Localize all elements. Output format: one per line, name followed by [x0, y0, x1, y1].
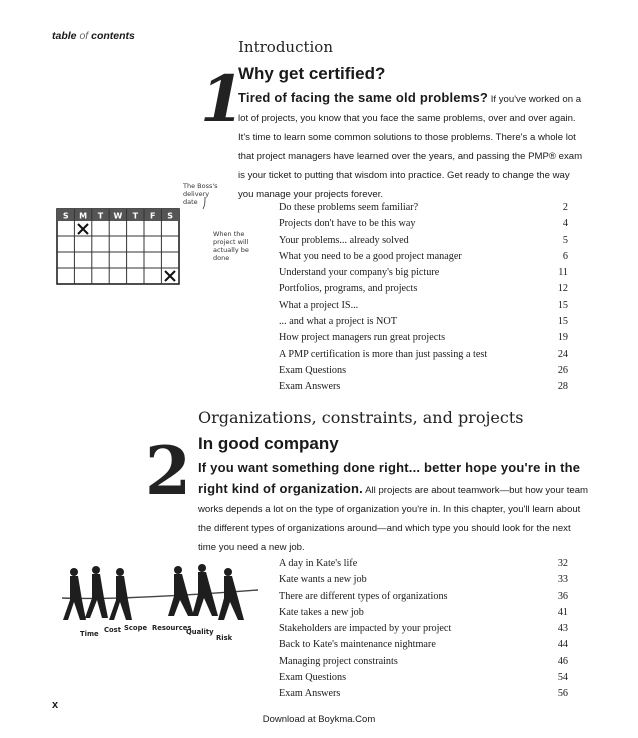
toc-entry-title: Understand your company's big picture [279, 267, 440, 279]
toc-entry-page: 6 [562, 250, 568, 262]
toc-entry-page: 43 [557, 623, 568, 635]
toc-entry[interactable] [279, 605, 568, 621]
toc-entry[interactable] [279, 249, 568, 265]
toc-entry[interactable] [279, 637, 568, 653]
toc-entry-title: A day in Kate's life [279, 558, 358, 569]
chapter-1-intro [238, 88, 586, 204]
header-word-contents: contents [91, 30, 135, 42]
toc-entry-title: There are different types of organizations [279, 590, 448, 602]
footer-download-link[interactable]: Download at Boykma.Com [262, 714, 376, 725]
toc-entry-title: What a project IS... [279, 299, 359, 311]
chapter-2-subtitle: In good company [198, 434, 339, 453]
label-cost: Cost [104, 626, 121, 634]
label-quality: Quality [186, 628, 214, 636]
toc-entry[interactable] [279, 686, 568, 702]
toc-entry-title: Exam Answers [279, 688, 341, 700]
toc-entry[interactable] [279, 200, 568, 216]
toc-entry-title: Back to Kate's maintenance nightmare [279, 639, 436, 651]
toc-entry-title: A PMP certification is more than just passing a test [279, 348, 488, 360]
toc-entry[interactable] [279, 621, 568, 637]
toc-entry-page: 32 [557, 558, 568, 569]
chapter-1-intro-text: If you've worked on a lot of projects, you know that you face the same problems, over and over again. It's time to learn some common solutions to those problems. There's a whole lot that project managers have learned over the years, and passing the PMP® exam is your ticket to putting that wisdom into practice. Get ready to change the way you manage your projects forever. [238, 94, 583, 200]
toc-entry-title: Managing project constraints [279, 655, 398, 667]
tug-of-war-illustration [60, 560, 260, 645]
people-silhouettes [63, 564, 244, 620]
toc-entry-title: Exam Questions [279, 364, 347, 376]
toc-entry[interactable] [279, 379, 568, 395]
chapter-1-number: 1 [200, 62, 245, 137]
chapter-2-title: Organizations, constraints, and projects [198, 408, 524, 427]
toc-entry-title: How project managers run great projects [279, 332, 446, 344]
toc-entry-page: 46 [557, 655, 568, 667]
weekday-label: W [113, 211, 123, 221]
toc-entry-page: 19 [557, 332, 568, 344]
toc-entry-title: Portfolios, programs, and projects [279, 283, 418, 295]
weekday-label: F [149, 211, 156, 221]
toc-entry-title: Kate wants a new job [279, 574, 367, 586]
toc-entry-page: 28 [557, 381, 568, 393]
toc-entry-title: Do these problems seem familiar? [279, 202, 419, 213]
weekday-label: T [132, 211, 139, 221]
chapter-1-title: Introduction [238, 38, 333, 56]
toc-entry[interactable] [279, 233, 568, 249]
toc-entry[interactable] [279, 347, 568, 363]
toc-entry-page: 5 [562, 234, 568, 246]
toc-entry-page: 41 [557, 606, 568, 618]
chapter-2-number: 2 [145, 432, 191, 510]
toc-entry[interactable] [279, 589, 568, 605]
toc-entry-page: 24 [557, 348, 568, 360]
toc-entry[interactable] [279, 670, 568, 686]
toc-entry[interactable] [279, 363, 568, 379]
toc-entry-title: Your problems... already solved [279, 234, 409, 246]
toc-entry-page: 4 [562, 218, 568, 230]
page-number: x [52, 699, 59, 711]
calendar-illustration [55, 183, 280, 298]
project-note: When the project will actually be done [213, 230, 249, 262]
toc-entry-page: 12 [557, 283, 568, 295]
chapter-2-intro-text: All projects are about teamwork—but how your team works depends a lot on the type of organization you're in. In this chapter, you'll learn about the different types of organizations around—and which type you should look for the next time you need a new job. [198, 485, 589, 553]
toc-entry-page: 44 [557, 639, 568, 651]
toc-entry-page: 11 [558, 267, 568, 279]
toc-entry-title: Exam Answers [279, 381, 341, 393]
toc-entry[interactable] [279, 281, 568, 297]
weekday-label: S [167, 211, 173, 221]
toc-entry-page: 33 [557, 574, 568, 586]
label-time: Time [80, 630, 99, 638]
toc-entry-page: 54 [557, 672, 568, 684]
toc-entry-page: 26 [557, 364, 568, 376]
chapter-1-lead: Tired of facing the same old problems? [238, 90, 489, 105]
weekday-label: T [97, 211, 104, 221]
header-word-of: of [79, 30, 89, 42]
chapter-1-toc [279, 200, 568, 396]
toc-entry-title: Exam Questions [279, 672, 347, 684]
project-note-text: When the [213, 230, 245, 238]
toc-entry-title: ... and what a project is NOT [279, 316, 397, 328]
header-word-table: table [52, 30, 77, 42]
toc-entry[interactable] [279, 330, 568, 346]
toc-entry[interactable] [279, 654, 568, 670]
chapter-2-intro [198, 458, 590, 557]
label-scope: Scope [124, 624, 148, 632]
chapter-1-subtitle: Why get certified? [238, 64, 386, 83]
toc-entry-page: 15 [557, 299, 568, 311]
boss-note-text: The Boss's [183, 183, 218, 190]
chapter-2-lead: If you want something done right... better hope you're in the right kind of organization. [198, 460, 581, 496]
label-risk: Risk [216, 634, 233, 642]
weekday-label: S [62, 211, 69, 221]
toc-entry-title: What you need to be a good project manager [279, 250, 462, 262]
chapter-2-toc [279, 556, 568, 703]
toc-entry-page: 36 [557, 590, 568, 602]
toc-entry[interactable] [279, 298, 568, 314]
toc-entry-page: 15 [557, 316, 568, 328]
toc-entry[interactable] [279, 216, 568, 232]
boss-note: The Boss's delivery date [183, 183, 218, 206]
toc-entry[interactable] [279, 572, 568, 588]
toc-entry-page: 2 [562, 202, 568, 213]
running-header [52, 30, 135, 42]
toc-entry-page: 56 [557, 688, 568, 700]
toc-entry[interactable] [279, 314, 568, 330]
toc-entry[interactable] [279, 556, 568, 572]
weekday-label: M [79, 211, 88, 221]
label-resources: Resources [152, 624, 192, 632]
toc-entry[interactable] [279, 265, 568, 281]
toc-entry-title: Kate takes a new job [279, 606, 364, 618]
toc-entry-title: Stakeholders are impacted by your project [279, 623, 452, 635]
toc-entry-title: Projects don't have to be this way [279, 218, 416, 230]
